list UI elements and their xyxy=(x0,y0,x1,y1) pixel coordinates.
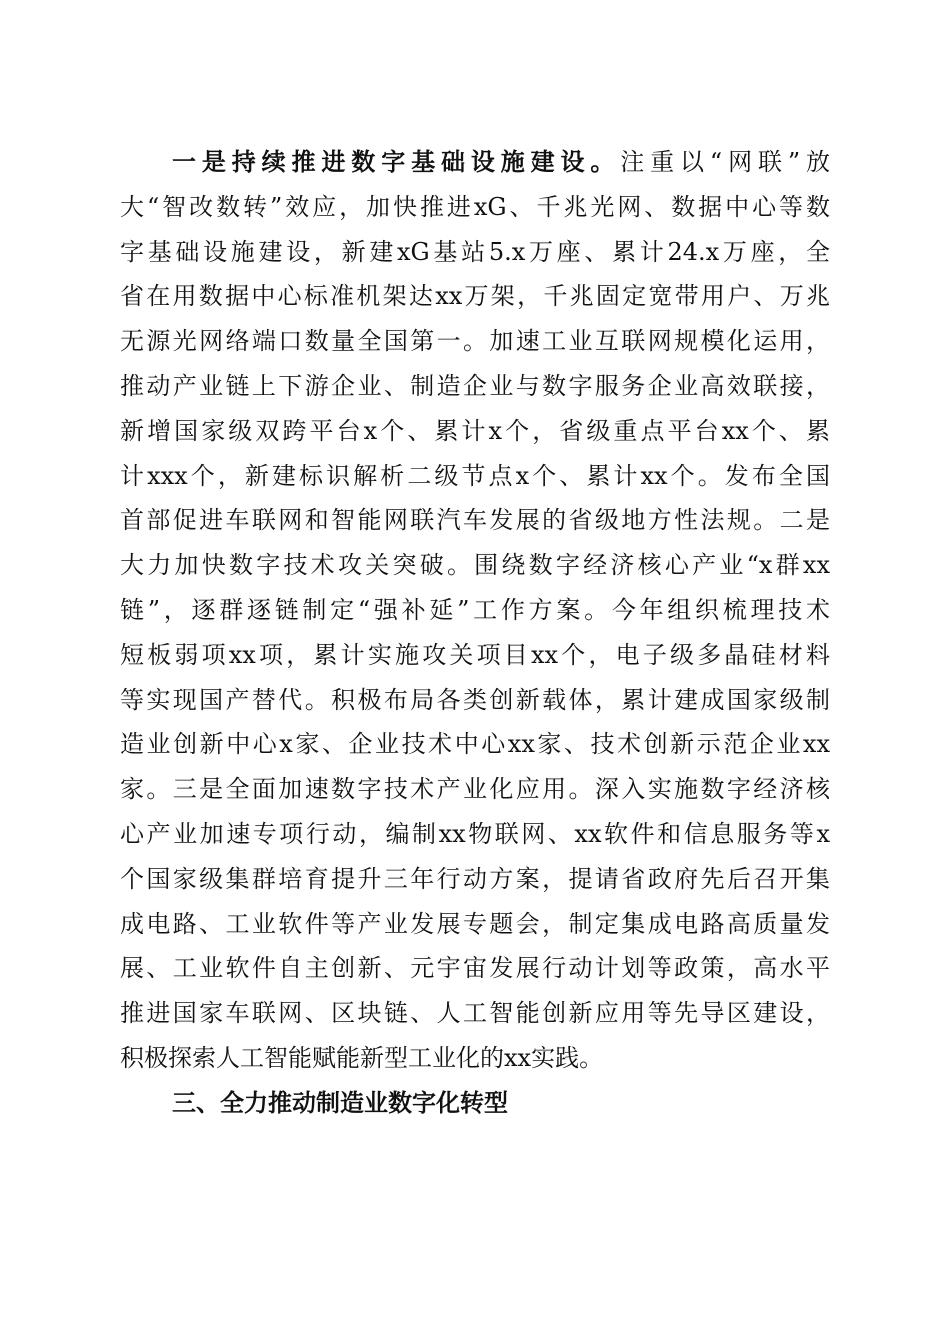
text-line: 等实现国产替代。积极布局各类创新载体，累计建成国家级制 xyxy=(120,685,830,714)
text-line: 成电路、工业软件等产业发展专题会，制定集成电路高质量发 xyxy=(120,909,830,938)
text-line: 大力加快数字技术攻关突破。围绕数字经济核心产业“x群xx xyxy=(120,551,830,580)
text-line: 字基础设施建设，新建xG基站5.x万座、累计24.x万座，全 xyxy=(120,237,830,266)
text-line: 造业创新中心x家、企业技术中心xx家、技术创新示范企业xx xyxy=(120,730,830,759)
body-text xyxy=(120,140,830,1126)
section-heading: 三、全力推动制造业数字化转型 xyxy=(172,1088,508,1117)
text-line: 展、工业软件自主创新、元宇宙发展行动计划等政策，高水平 xyxy=(120,954,830,983)
text-line: 省在用数据中心标准机架达xx万架，千兆固定宽带用户、万兆 xyxy=(120,282,830,311)
text-line: 首部促进车联网和智能网联汽车发展的省级地方性法规。二是 xyxy=(120,506,830,535)
text-line-content: 注重以“网联”放 xyxy=(620,148,830,176)
text-line: 计xxx个，新建标识解析二级节点x个、累计xx个。发布全国 xyxy=(120,461,830,490)
lead-sentence: 一是持续推进数字基础设施建设。 xyxy=(172,147,621,176)
text-line: 家。三是全面加速数字技术产业化应用。深入实施数字经济核 xyxy=(120,775,830,804)
text-line: 个国家级集群培育提升三年行动方案，提请省政府先后召开集 xyxy=(120,864,830,893)
text-line: 链”，逐群逐链制定“强补延”工作方案。今年组织梳理技术 xyxy=(120,595,830,624)
text-line: 大“智改数转”效应，加快推进xG、千兆光网、数据中心等数 xyxy=(120,192,830,221)
text-line: 无源光网络端口数量全国第一。加速工业互联网规模化运用， xyxy=(120,327,830,356)
text-line xyxy=(120,140,830,185)
text-line: 心产业加速专项行动，编制xx物联网、xx软件和信息服务等x xyxy=(120,819,830,848)
text-line: 推动产业链上下游企业、制造企业与数字服务企业高效联接， xyxy=(120,371,830,400)
text-line: 推进国家车联网、区块链、人工智能创新应用等先导区建设， xyxy=(120,999,830,1028)
text-line: 短板弱项xx项，累计实施攻关项目xx个，电子级多晶硅材料 xyxy=(120,640,830,669)
text-line: 新增国家级双跨平台x个、累计x个，省级重点平台xx个、累 xyxy=(120,416,830,445)
text-line: 积极探索人工智能赋能新型工业化的xx实践。 xyxy=(120,1043,604,1072)
